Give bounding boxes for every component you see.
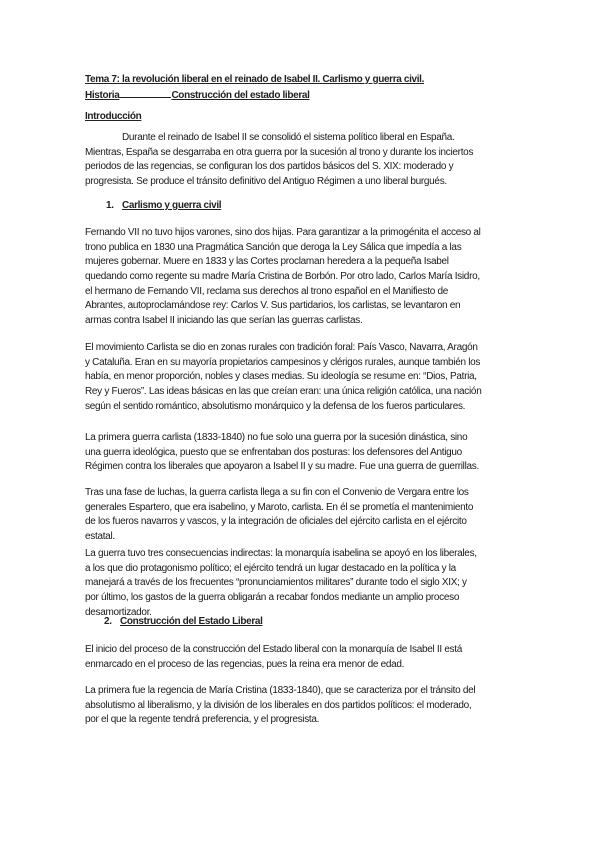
section2-number: 2.: [104, 616, 112, 627]
text-line: armas contra Isabel II iniciando las que serían las guerras carlistas.: [85, 315, 363, 327]
paragraph: [85, 226, 481, 329]
text-line: generales Espartero, que era isabelino, y Maroto, carlista. En él se prometía el mantenimiento: [85, 501, 474, 513]
text-line: Régimen contra los liberales que apoyaron a Isabel II y su madre. Fue una guerra de guerrillas.: [85, 461, 479, 473]
text-line: desamortizador.: [85, 606, 152, 618]
text-line: de los fueros navarros y vascos, y la integración de oficiales del ejército carlista en el ejército: [85, 516, 467, 528]
text-line: por el que la regente tendrá preferencia, y el progresista.: [85, 714, 320, 726]
underline-gap: [119, 88, 171, 98]
text-line: El inicio del proceso de la construcción del Estado liberal con la monarquía de Isabel II está: [85, 644, 463, 655]
document-subheader: [85, 88, 310, 104]
paragraph: [85, 341, 481, 414]
text-line: progresista. Se produce el tránsito definitivo del Antiguo Régimen a uno liberal burgués.: [85, 176, 447, 188]
text-line: trono publica en 1830 una Pragmática Sanción que deroga la Ley Sálica que impedía a las: [85, 241, 462, 253]
text-line: y Cataluña. Eran en su mayoría propietarios campesinos y clérigos rurales, aunque también los: [85, 356, 481, 368]
text-line: estatal.: [85, 531, 115, 543]
text-line: a los que dio protagonismo político; el ejército tendrá un lugar destacado en la política y la: [85, 562, 456, 574]
text-line: el hermano de Fernando VII, reclama sus derechos al trono español en el Manifiesto de: [85, 285, 449, 297]
text-line: Rey y Fueros”. Las ideas básicas en las que creían eran: una única religión católica, una nación: [85, 386, 482, 398]
text-line: Mientras, España se desgarraba en otra guerra por la sucesión al trono y durante los inciertos: [85, 146, 474, 158]
paragraph: [85, 547, 477, 620]
text-line: La primera guerra carlista (1833-1840) no fue solo una guerra por la sucesión dinástica, sino: [85, 432, 468, 443]
text-line: Durante el reinado de Isabel II se consolidó el sistema político liberal en España.: [122, 132, 455, 143]
subject-label: Historia: [85, 90, 120, 101]
paragraph: [85, 486, 473, 545]
text-line: mujeres gobernar. Muere en 1833 y las Cortes proclaman heredera a la pequeña Isabel: [85, 256, 449, 268]
text-line: había, en menor proporción, nobles y clases medias. Su ideología se resume en: “Dios, Patria,: [85, 371, 477, 383]
section2-heading: [104, 615, 263, 630]
text-line: manejará a través de los frecuentes “pronunciamientos militares” durante todo el siglo XIX; y: [85, 577, 467, 589]
text-line: Tras una fase de luchas, la guerra carlista llega a su fin con el Convenio de Vergara entre los: [85, 487, 469, 498]
section1-heading: [106, 199, 221, 214]
text-line: absolutismo al liberalismo, y la división de los liberales en dos partidos políticos: el moderado,: [85, 699, 472, 711]
text-line: periodos de las regencias, se configuran los dos partidos básicos del S. XIX: moderado y: [85, 161, 454, 173]
section1-number: 1.: [106, 200, 114, 211]
document-subtitle: Construcción del estado liberal: [171, 90, 310, 101]
text-line: enmarcado en el proceso de las regencias, pues la reina era menor de edad.: [85, 658, 405, 670]
text-line: una guerra ideológica, puesto que se enfrentaban dos posturas: los defensores del Antiguo: [85, 446, 462, 458]
paragraph: [85, 431, 479, 475]
text-line: La primera fue la regencia de María Cristina (1833-1840), que se caracteriza por el tránsito del: [85, 685, 476, 696]
text-line: quedando como regente su madre María Cristina de Borbón. Por otro lado, Carlos María Isidro,: [85, 271, 480, 283]
text-line: según el sentido romántico, absolutismo monárquico y la defensa de los fueros particulares.: [85, 400, 466, 412]
intro-paragraph: [85, 131, 473, 190]
text-line: El movimiento Carlista se dio en zonas rurales con tradición foral: País Vasco, Navarra, Aragón: [85, 342, 478, 353]
text-line: Fernando VII no tuvo hijos varones, sino dos hijas. Para garantizar a la primogénita el acceso al: [85, 227, 481, 238]
section1-title: Carlismo y guerra civil: [122, 200, 222, 211]
section2-title: Construcción del Estado Liberal: [120, 616, 263, 627]
text-line: Abrantes, autoproclamándose rey: Carlos V. Sus partidarios, los carlistas, se levantaron en: [85, 300, 461, 312]
text-line: por último, los gastos de la guerra obligarán a recabar fondos mediante un amplio proceso: [85, 592, 460, 604]
document-title: Tema 7: la revolución liberal en el reinado de Isabel II. Carlismo y guerra civil.: [85, 74, 425, 85]
text-line: La guerra tuvo tres consecuencias indirectas: la monarquía isabelina se apoyó en los liberales,: [85, 548, 477, 559]
paragraph: [85, 684, 475, 728]
paragraph: [85, 643, 462, 672]
intro-heading: Introducción: [85, 111, 142, 122]
